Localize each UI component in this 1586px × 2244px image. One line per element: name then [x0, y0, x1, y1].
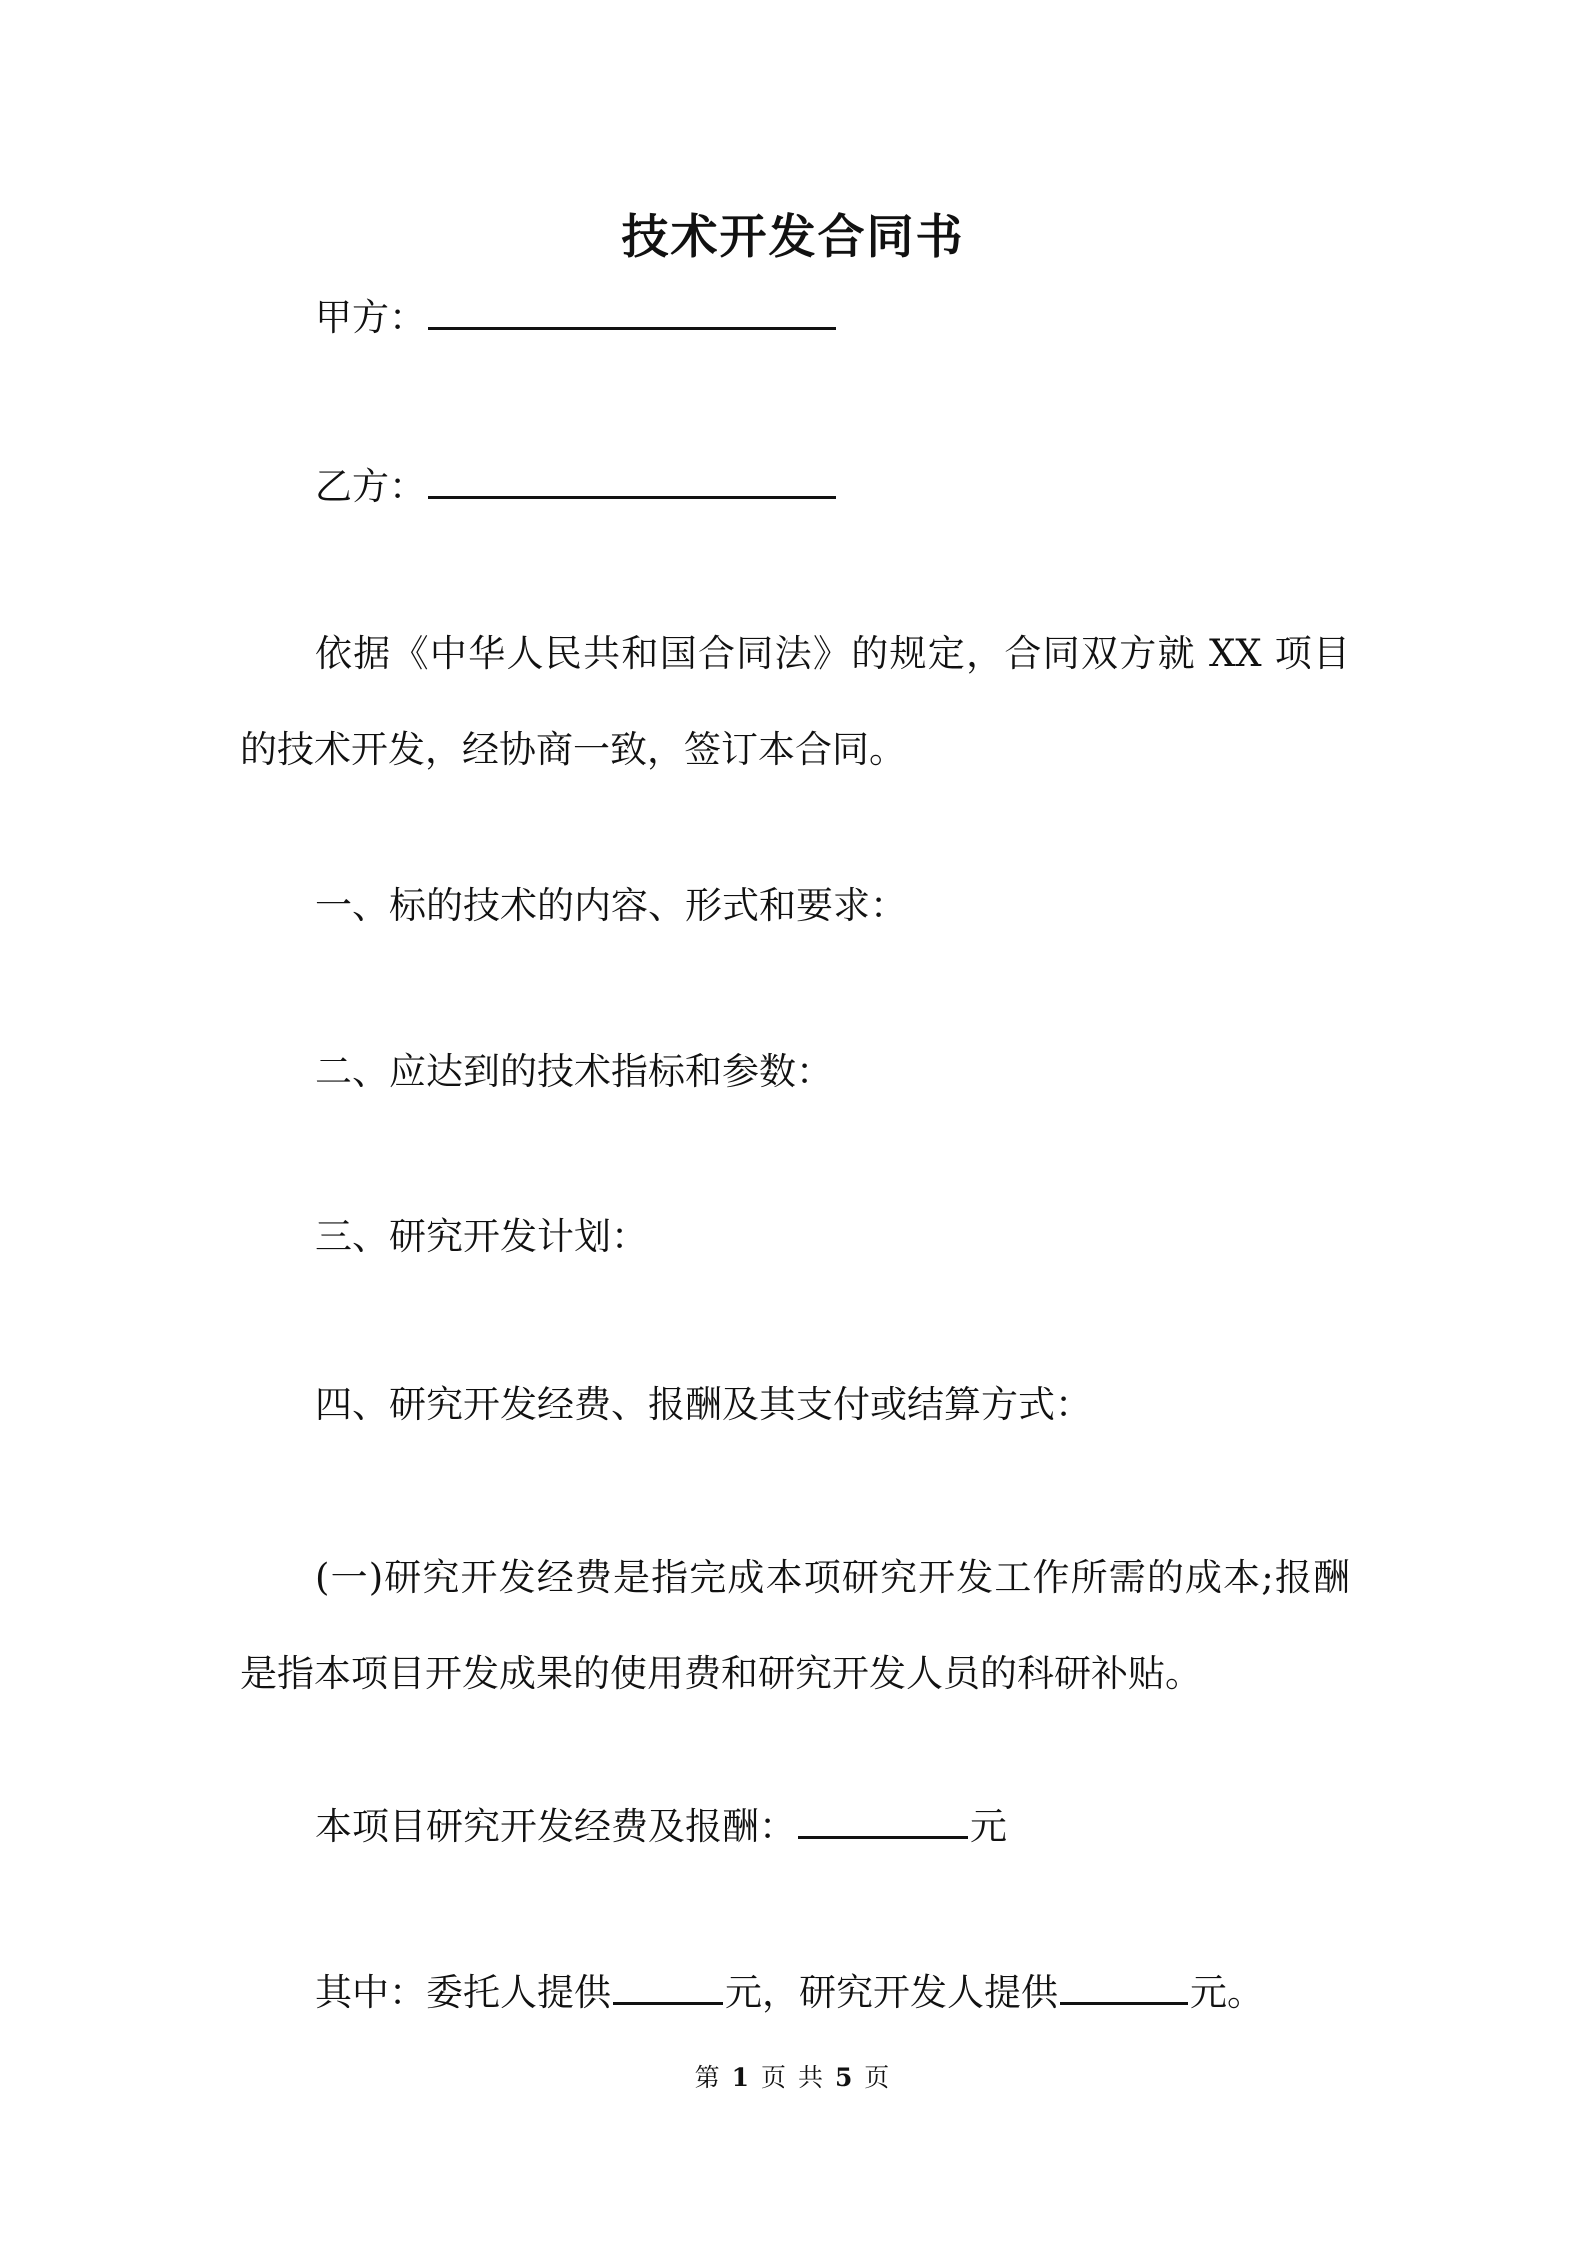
section-3-heading: 三、研究开发计划：: [315, 1215, 648, 1258]
party-b-label: 乙方：: [315, 465, 426, 508]
party-a-label: 甲方：: [315, 296, 426, 339]
intro-paragraph: 依据《中华人民共和国合同法》的规定，合同双方就 XX 项目的技术开发，经协商一致，签订本合同。: [240, 632, 1350, 771]
client-provides-label: 其中：委托人提供: [315, 1971, 611, 2014]
party-b-line: [315, 465, 838, 509]
footer-total-word: 共: [797, 2063, 825, 2092]
section-2-heading: 二、应达到的技术指标和参数：: [315, 1050, 833, 1093]
footer-page-current: 1: [731, 2063, 752, 2092]
section-1-heading: 一、标的技术的内容、形式和要求：: [315, 884, 907, 927]
developer-provides-label: 元，研究开发人提供: [725, 1971, 1058, 2014]
footer-page-unit: 页: [761, 2063, 789, 2092]
fee-line: [315, 1805, 1007, 1849]
party-a-blank[interactable]: [428, 297, 836, 330]
footer-page-word: 第: [694, 2063, 722, 2092]
party-b-blank[interactable]: [428, 466, 836, 499]
split-suffix: 元。: [1190, 1971, 1264, 2014]
fee-amount-blank[interactable]: [798, 1806, 968, 1839]
page-footer: [0, 2058, 1586, 2094]
section-4-heading: 四、研究开发经费、报酬及其支付或结算方式：: [315, 1383, 1092, 1426]
client-amount-blank[interactable]: [613, 1972, 723, 2005]
document-title: 技术开发合同书: [621, 210, 965, 265]
developer-amount-blank[interactable]: [1060, 1972, 1188, 2005]
split-line: [315, 1971, 1264, 2015]
footer-total-unit: 页: [864, 2063, 892, 2092]
footer-page-total: 5: [834, 2063, 855, 2092]
fee-unit: 元: [970, 1805, 1007, 1848]
party-a-line: [315, 296, 838, 340]
clause-1-paragraph: (一)研究开发经费是指完成本项研究开发工作所需的成本;报酬是指本项目开发成果的使用费和研究开发人员的科研补贴。: [240, 1556, 1350, 1695]
fee-label: 本项目研究开发经费及报酬：: [315, 1805, 796, 1848]
